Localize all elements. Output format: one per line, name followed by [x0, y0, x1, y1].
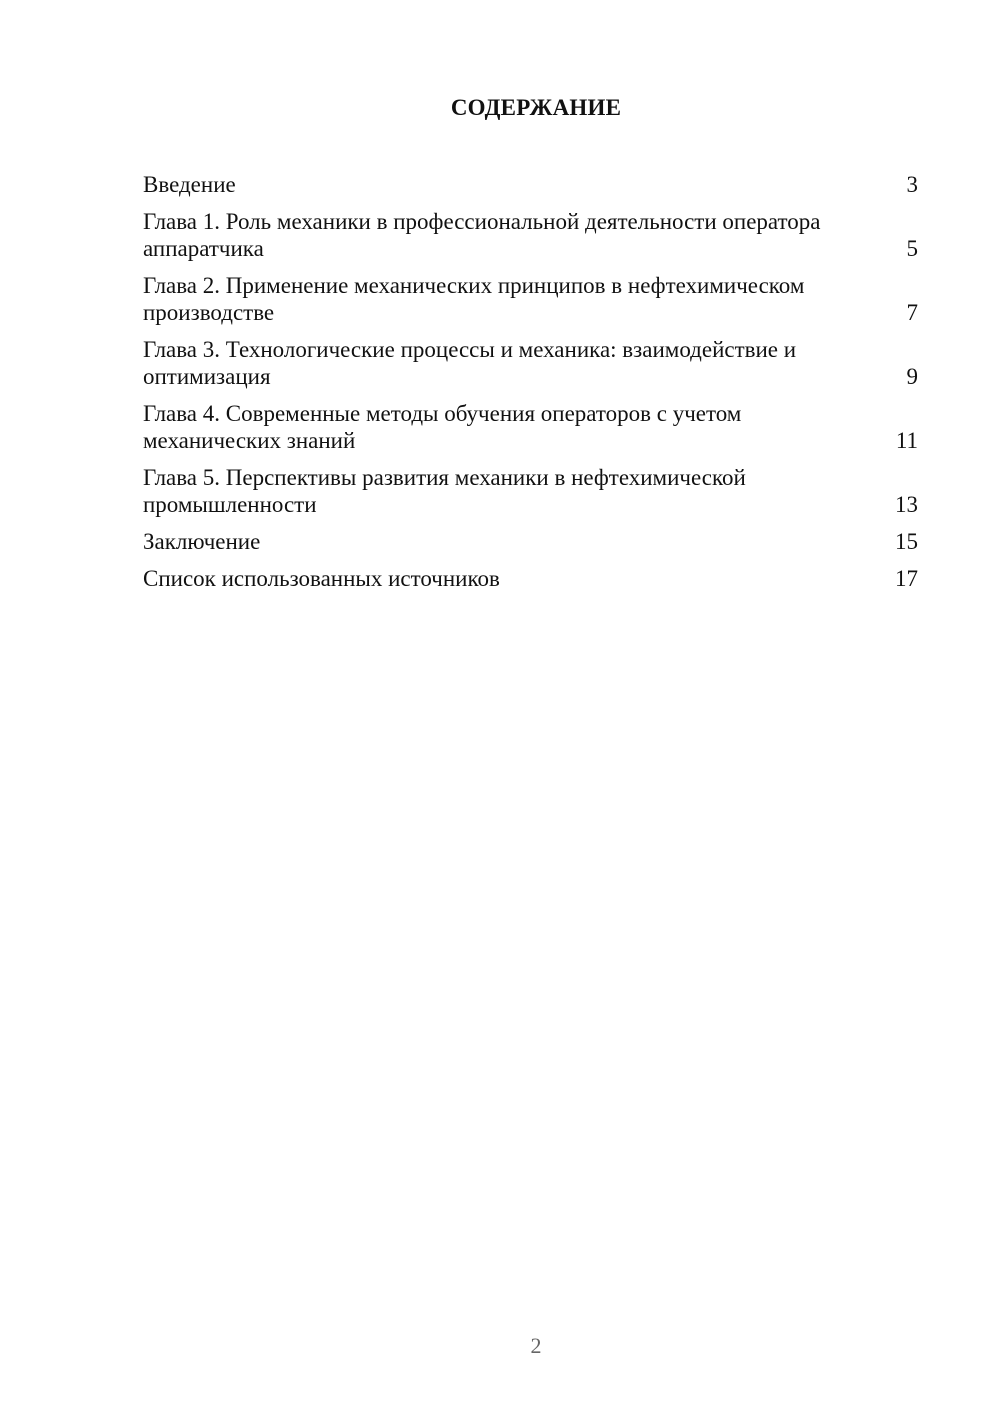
toc-entry-text: Глава 4. Современные методы обучения операторов с учетом механических знаний [143, 401, 742, 453]
toc-entry-introduction [143, 171, 918, 198]
toc-entry-chapter-2 [143, 272, 918, 326]
toc-entry-page: 3 [906, 172, 918, 197]
toc-entry-text: Глава 2. Применение механических принципов в нефтехимическом производстве [143, 273, 805, 325]
toc-entry-chapter-4 [143, 400, 918, 454]
toc-entry-page: 7 [906, 300, 918, 325]
toc-entry-references [143, 565, 918, 592]
toc-entry-page: 15 [895, 529, 918, 554]
toc-entry-text: Глава 3. Технологические процессы и механика: взаимодействие и оптимизация [143, 337, 797, 389]
table-of-contents [143, 171, 918, 602]
toc-entry-page: 11 [895, 428, 918, 453]
toc-entry-chapter-1 [143, 208, 918, 262]
toc-entry-text: Глава 5. Перспективы развития механики в нефтехимической промышленности [143, 465, 746, 517]
toc-entry-text: Заключение [143, 529, 261, 554]
page-number: 2 [530, 1333, 542, 1358]
toc-entry-page: 13 [895, 492, 918, 517]
toc-entry-conclusion [143, 528, 918, 555]
toc-entry-page: 17 [895, 566, 918, 591]
toc-entry-text: Введение [143, 172, 236, 197]
toc-entry-text: Глава 1. Роль механики в профессиональной деятельности оператора аппаратчика [143, 209, 821, 261]
toc-entry-text: Список использованных источников [143, 566, 500, 591]
toc-entry-page: 9 [906, 364, 918, 389]
page-title: СОДЕРЖАНИЕ [450, 95, 622, 120]
toc-entry-chapter-5 [143, 464, 918, 518]
toc-entry-page: 5 [906, 236, 918, 261]
toc-entry-chapter-3 [143, 336, 918, 390]
